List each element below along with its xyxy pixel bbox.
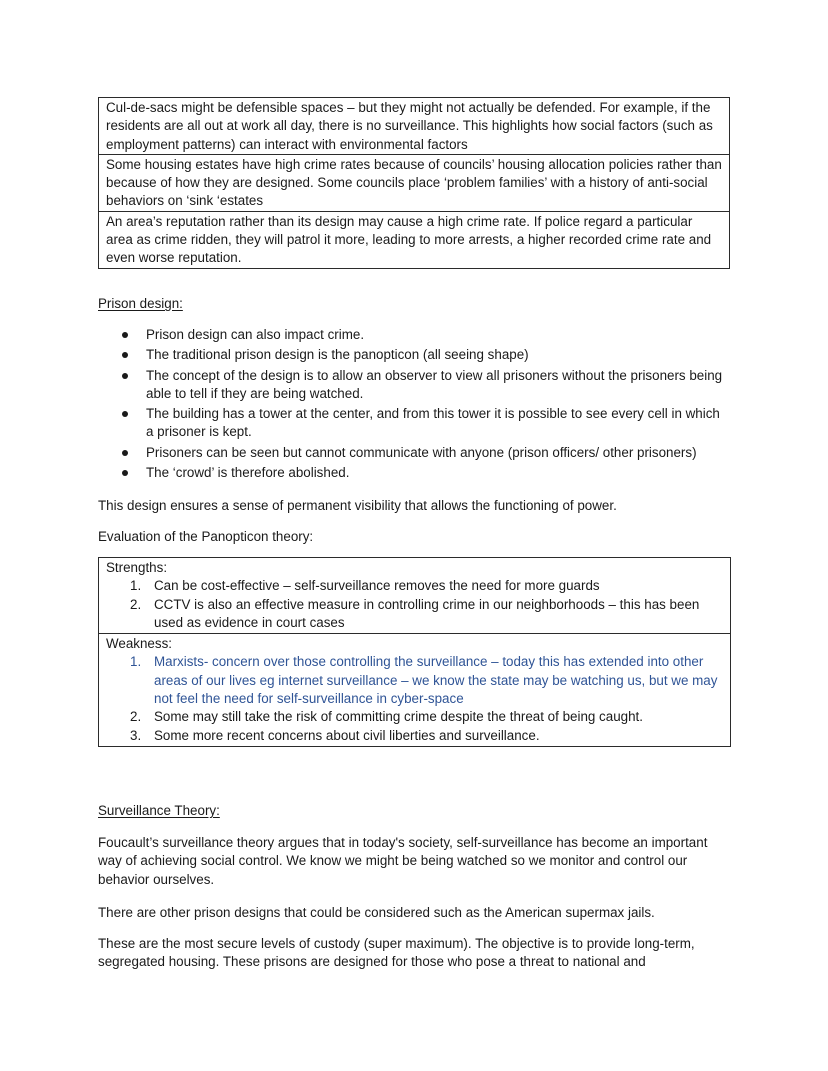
list-item-text: Some more recent concerns about civil liberties and surveillance. <box>154 727 540 743</box>
evaluation-title: Evaluation of the Panopticon theory: <box>98 529 314 544</box>
bullet-icon <box>122 373 128 379</box>
surveillance-theory-heading: Surveillance Theory: <box>98 803 220 818</box>
list-item <box>106 708 723 726</box>
list-number: 3. <box>130 727 142 743</box>
list-item <box>98 464 730 482</box>
table-row: Cul-de-sacs might be defensible spaces – but they might not actually be defended. For example, if the residents are all out at work all day, there is no surveillance. This highlights how social factors (such as employment patterns) can interact with environmental factors <box>99 98 729 155</box>
list-item-text: The concept of the design is to allow an observer to view all prisoners without the prisoners being able to tell if they are being watched. <box>146 367 723 401</box>
bullet-icon <box>122 411 128 417</box>
list-item-text: Marxists- concern over those controlling the surveillance – today this has extended into other areas of our lives eg internet surveillance – we know the state may be watching us, but we may not feel the need for self-surveillance in cyber-space <box>154 654 718 707</box>
strengths-list <box>106 577 723 632</box>
list-item <box>98 346 730 364</box>
weakness-list <box>106 653 723 744</box>
list-item-text: The building has a tower at the center, and from this tower it is possible to see every cell in which a prisoner is kept. <box>146 406 720 440</box>
table-row: An area’s reputation rather than its design may cause a high crime rate. If police regard a particular area as crime ridden, they will patrol it more, leading to more arrests, a higher recorded crime rate and even worse reputation. <box>106 213 712 266</box>
custody-paragraph: These are the most secure levels of custody (super maximum). The objective is to provide long-term, segregated housing. These prisons are designed for those who pose a threat to national and <box>98 936 695 970</box>
strengths-label: Strengths: <box>106 560 168 575</box>
table-row: Some housing estates have high crime rates because of councils’ housing allocation policies rather than because of how they are designed. Some councils place ‘problem families’ with a history of anti-social behaviors on ‘sink ‘estates <box>99 155 729 212</box>
strengths-section <box>99 558 730 634</box>
list-item-text: The ‘crowd’ is therefore abolished. <box>146 465 350 481</box>
bullet-icon <box>122 332 128 338</box>
list-item-text: CCTV is also an effective measure in controlling crime in our neighborhoods – this has been used as evidence in court cases <box>154 596 700 630</box>
list-item-text: Prisoners can be seen but cannot communicate with anyone (prison officers/ other prisoners) <box>146 444 697 460</box>
list-number: 1. <box>130 578 142 594</box>
list-number: 1. <box>130 654 142 670</box>
defensible-space-criticism-table <box>98 97 730 269</box>
list-item <box>98 444 730 462</box>
list-item <box>98 367 730 404</box>
list-item <box>106 596 723 633</box>
weakness-section <box>99 634 730 746</box>
list-item <box>106 653 723 708</box>
design-summary-paragraph: This design ensures a sense of permanent visibility that allows the functioning of power. <box>98 498 617 513</box>
prison-design-heading: Prison design: <box>98 296 183 311</box>
list-item <box>98 326 730 344</box>
list-item-text: Can be cost-effective – self-surveillance removes the need for more guards <box>154 578 600 594</box>
supermax-paragraph: There are other prison designs that could be considered such as the American supermax jails. <box>98 905 655 920</box>
bullet-icon <box>122 470 128 476</box>
bullet-icon <box>122 450 128 456</box>
prison-design-bullet-list <box>98 326 730 484</box>
list-item-text: The traditional prison design is the panopticon (all seeing shape) <box>146 347 529 363</box>
list-item-text: Prison design can also impact crime. <box>146 327 365 342</box>
panopticon-evaluation-table <box>98 557 731 747</box>
list-item-text: Some may still take the risk of committing crime despite the threat of being caught. <box>154 709 643 725</box>
list-item <box>106 577 723 595</box>
bullet-icon <box>122 352 128 358</box>
list-number: 2. <box>130 709 142 725</box>
weakness-label: Weakness: <box>106 636 172 652</box>
foucault-paragraph: Foucault’s surveillance theory argues that in today's society, self-surveillance has become an important way of achieving social control. We know we might be being watched so we monitor and control our behavior ourselves. <box>98 835 708 887</box>
list-item <box>106 727 723 745</box>
list-item <box>98 405 730 442</box>
list-number: 2. <box>130 596 142 612</box>
